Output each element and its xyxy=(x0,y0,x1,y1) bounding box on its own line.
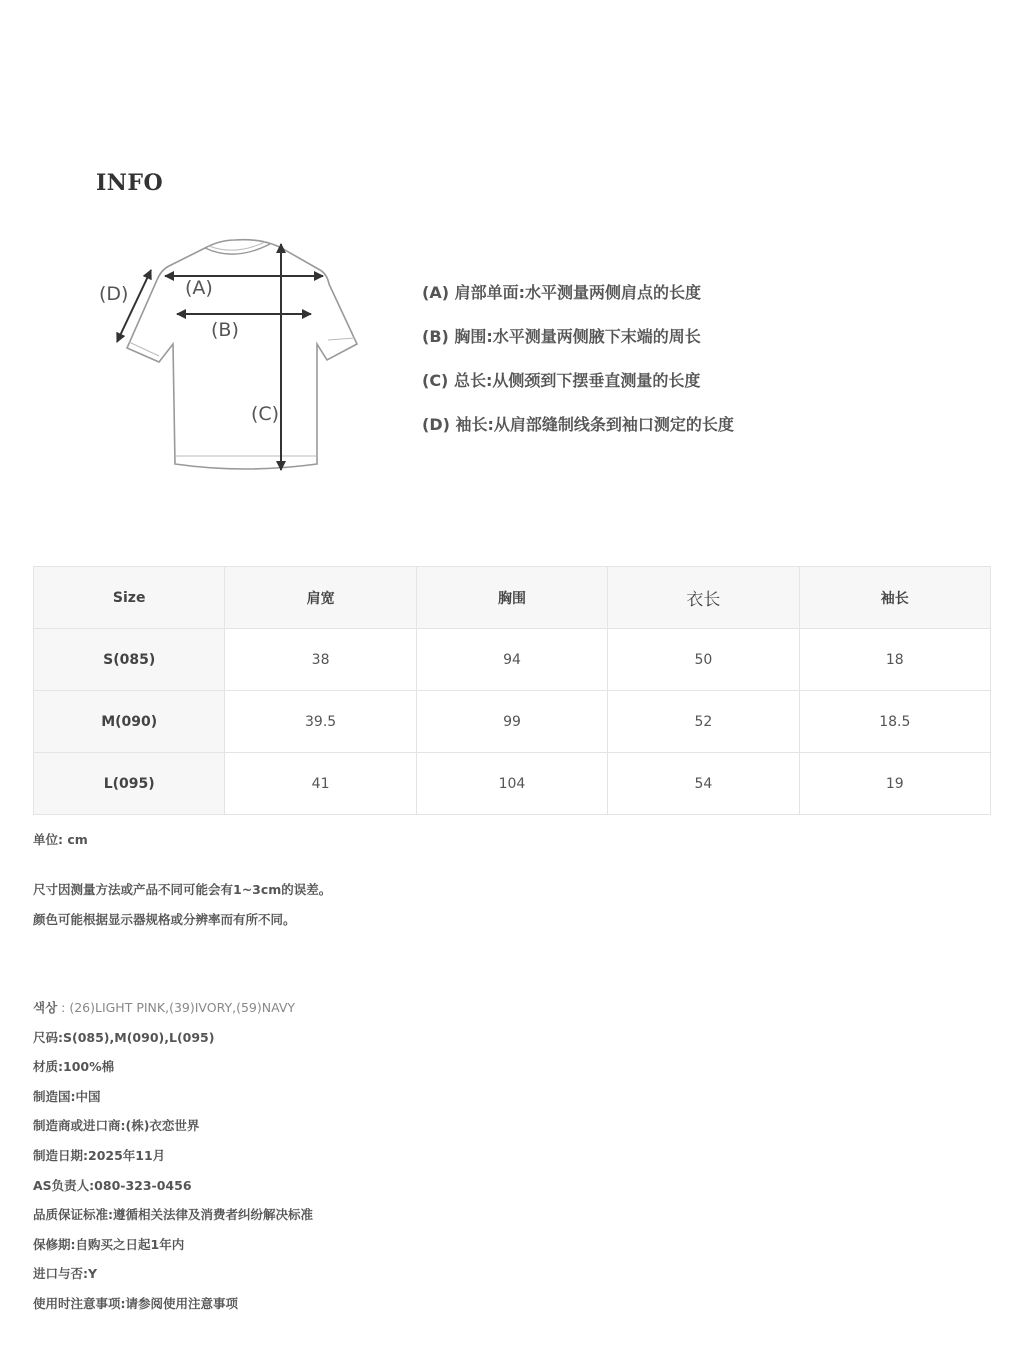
cell-value: 18 xyxy=(799,629,990,691)
legend-c: (C) 总长:从侧颈到下摆垂直测量的长度 xyxy=(422,371,701,390)
header-shoulder: 肩宽 xyxy=(225,567,416,629)
color-note: 颜色可能根据显示器规格或分辨率而有所不同。 xyxy=(33,912,296,927)
spec-as-contact: AS负责人:080-323-0456 xyxy=(33,1177,192,1193)
tshirt-collar xyxy=(205,244,270,254)
header-size: Size xyxy=(34,567,225,629)
spec-origin: 制造国:中国 xyxy=(33,1088,101,1104)
tolerance-note: 尺寸因测量方法或产品不同可能会有1~3cm的误差。 xyxy=(33,882,332,897)
cell-value: 39.5 xyxy=(225,691,416,753)
spec-color-value: : (26)LIGHT PINK,(39)IVORY,(59)NAVY xyxy=(57,1000,296,1015)
spec-material: 材质:100%棉 xyxy=(33,1059,115,1075)
cell-value: 52 xyxy=(608,691,799,753)
spec-quality: 品质保证标准:遵循相关法律及消费者纠纷解决标准 xyxy=(33,1207,313,1223)
tshirt-outline xyxy=(127,240,357,469)
cell-value: 38 xyxy=(225,629,416,691)
cell-value: 19 xyxy=(799,753,990,815)
product-specs xyxy=(33,997,313,1323)
header-chest: 胸围 xyxy=(416,567,607,629)
cell-size: L(095) xyxy=(34,753,225,815)
spec-usage: 使用时注意事项:请参阅使用注意事项 xyxy=(33,1295,238,1311)
label-a: (A) xyxy=(185,277,213,299)
table-row xyxy=(34,629,991,691)
legend-b: (B) 胸围:水平测量两侧腋下末端的周长 xyxy=(422,327,701,346)
cell-value: 94 xyxy=(416,629,607,691)
spec-manufacturer: 制造商或进口商:(株)衣恋世界 xyxy=(33,1118,200,1134)
page-title: INFO xyxy=(96,170,164,196)
table-header-row xyxy=(34,567,991,629)
cell-value: 18.5 xyxy=(799,691,990,753)
size-table xyxy=(33,566,991,815)
cell-size: M(090) xyxy=(34,691,225,753)
cell-value: 50 xyxy=(608,629,799,691)
spec-color-label: 색상 xyxy=(33,1000,58,1015)
table-row xyxy=(34,753,991,815)
cell-value: 99 xyxy=(416,691,607,753)
cell-value: 104 xyxy=(416,753,607,815)
spec-sizes: 尺码:S(085),M(090),L(095) xyxy=(33,1029,215,1045)
spec-import: 进口与否:Y xyxy=(33,1266,98,1282)
unit-note: 单位: cm xyxy=(33,832,88,847)
measurement-legend xyxy=(422,280,734,456)
legend-d: (D) 袖长:从肩部缝制线条到袖口测定的长度 xyxy=(422,415,734,434)
table-row xyxy=(34,691,991,753)
tshirt-measurement-diagram xyxy=(95,232,370,480)
label-d: (D) xyxy=(99,283,129,305)
spec-color xyxy=(33,997,313,1027)
header-sleeve: 袖长 xyxy=(799,567,990,629)
label-c: (C) xyxy=(251,403,280,425)
header-length: 衣长 xyxy=(608,567,799,629)
spec-warranty: 保修期:自购买之日起1年内 xyxy=(33,1236,185,1252)
spec-date: 制造日期:2025年11月 xyxy=(33,1147,166,1163)
label-b: (B) xyxy=(211,319,239,341)
cell-value: 41 xyxy=(225,753,416,815)
cell-size: S(085) xyxy=(34,629,225,691)
legend-a: (A) 肩部单面:水平测量两侧肩点的长度 xyxy=(422,283,701,302)
cell-value: 54 xyxy=(608,753,799,815)
